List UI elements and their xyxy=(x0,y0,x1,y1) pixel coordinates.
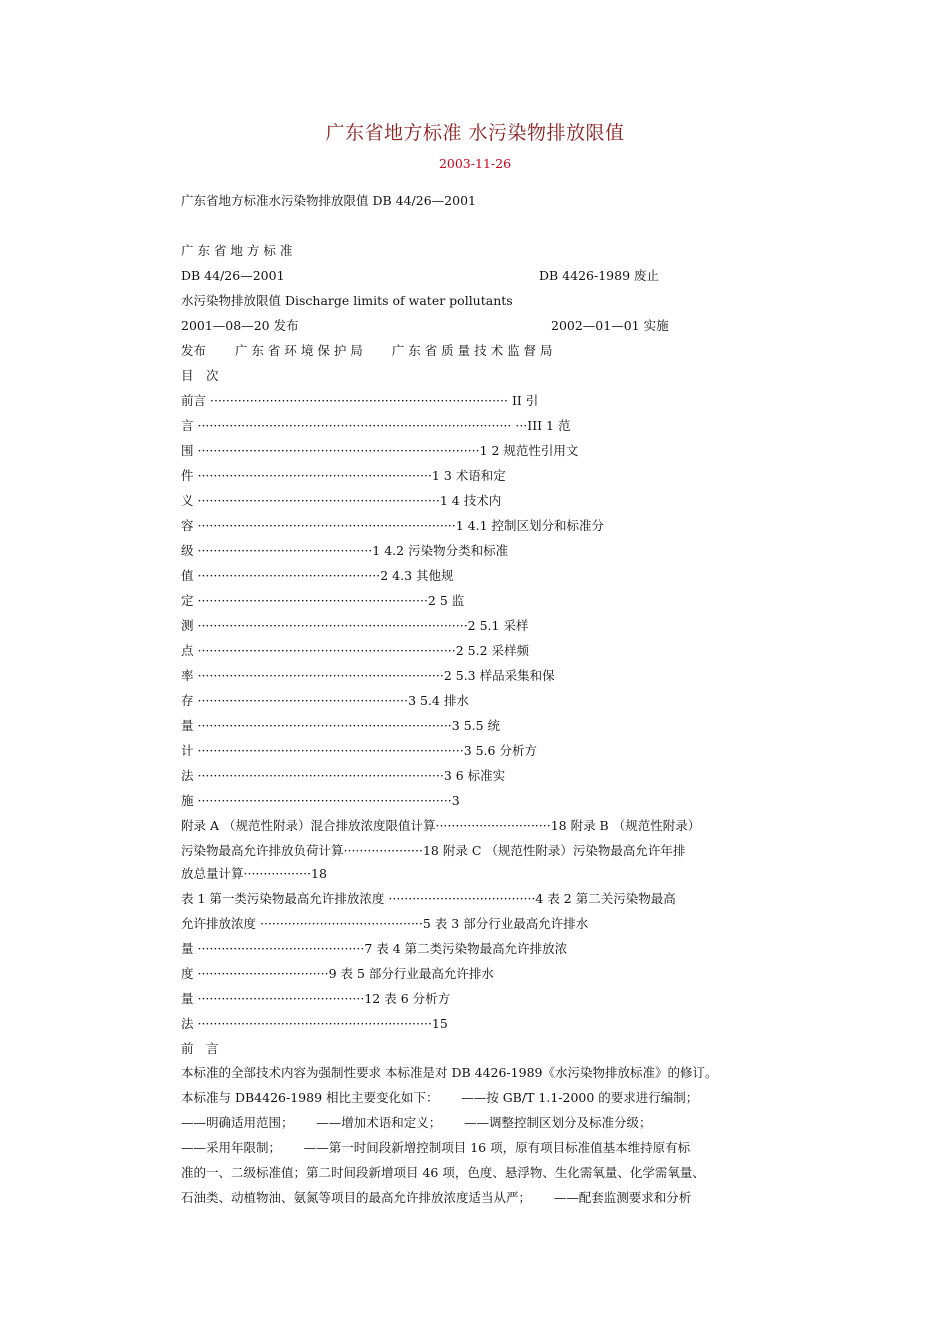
toc-line: 言 ··············································································· ···III 1 范 xyxy=(181,418,571,433)
toc-line: 前言 ··········································································· II 引 xyxy=(181,393,539,408)
issued-date: 2001—08—20 发布 xyxy=(181,318,299,333)
toc-line: 点 ·································································2 5.2 采样频 xyxy=(181,643,530,658)
toc-line: 级 ············································1 4.2 污染物分类和标准 xyxy=(181,543,509,558)
replaced-standard: DB 4426-1989 废止 xyxy=(539,268,660,283)
toc-line: 放总量计算·················18 xyxy=(181,866,327,881)
toc-line: 法 ···························································15 xyxy=(181,1016,448,1031)
toc-line: 度 ·································9 表 5 部分行业最高允许排水 xyxy=(181,966,494,981)
toc-line: 施 ································································3 xyxy=(181,793,460,808)
toc-line: 量 ································································3 5.5 统 xyxy=(181,718,501,733)
toc-line: 值 ··············································2 4.3 其他规 xyxy=(181,568,454,583)
toc-line: 量 ··········································7 表 4 第二类污染物最高允许排放浓 xyxy=(181,941,568,956)
document-date: 2003-11-26 xyxy=(438,156,512,171)
preface-line: ——采用年限制； ——第一时间段新增控制项目 16 项，原有项目标准值基本维持原有标 xyxy=(181,1140,691,1155)
toc-line: 存 ·····················································3 5.4 排水 xyxy=(181,693,469,708)
toc-line: 污染物最高允许排放负荷计算····················18 附录 C （规范性附录）污染物最高允许年排 xyxy=(181,843,686,858)
standard-code-row xyxy=(181,267,781,285)
standard-org: 广 东 省 地 方 标 准 xyxy=(181,243,293,258)
preface-line: 本标准的全部技术内容为强制性要求 本标准是对 DB 4426-1989《水污染物排放标准》的修订。 xyxy=(181,1065,718,1080)
toc-line: 义 ·····························································1 4 技术内 xyxy=(181,493,502,508)
preface-line: 准的一、二级标准值；第二时间段新增项目 46 项，色度、悬浮物、生化需氧量、化学需氧量、 xyxy=(181,1165,705,1180)
preface-heading: 前 言 xyxy=(181,1041,219,1056)
toc-line: 量 ··········································12 表 6 分析方 xyxy=(181,991,451,1006)
effective-date: 2002—01—01 实施 xyxy=(551,318,669,333)
preface-line: 石油类、动植物油、氨氮等项目的最高允许排放浓度适当从严； ——配套监测要求和分析 xyxy=(181,1190,692,1205)
toc-line: 测 ····································································2 5.1 采样 xyxy=(181,618,529,633)
toc-line: 围 ·······································································1 2 规范性引用文 xyxy=(181,443,579,458)
toc-line: 定 ··························································2 5 监 xyxy=(181,593,465,608)
standard-name: 水污染物排放限值 Discharge limits of water pollutants xyxy=(181,293,513,308)
document-title: 广东省地方标准 水污染物排放限值 xyxy=(325,122,625,144)
toc-heading: 目 次 xyxy=(181,368,219,383)
document-subtitle: 广东省地方标准水污染物排放限值 DB 44/26—2001 xyxy=(181,193,476,208)
toc-line: 附录 A （规范性附录）混合排放浓度限值计算·····························18 附录 B （规范性附录） xyxy=(181,818,701,833)
toc-line: 计 ···································································3 5.6 分析方 xyxy=(181,743,537,758)
toc-line: 件 ···························································1 3 术语和定 xyxy=(181,468,506,483)
toc-line: 表 1 第一类污染物最高允许排放浓度 ·····································4 表 2 第二关污染物最高 xyxy=(181,891,676,906)
toc-line: 法 ······························································3 6 标准实 xyxy=(181,768,506,783)
publisher-row: 发布 广 东 省 环 境 保 护 局 广 东 省 质 量 技 术 监 督 局 xyxy=(181,343,553,358)
preface-line: ——明确适用范围； ——增加术语和定义； ——调整控制区划分及标准分级； xyxy=(181,1115,652,1130)
toc-line: 容 ·································································1 4.1 控制区划分和标准分 xyxy=(181,518,605,533)
toc-line: 允许排放浓度 ·········································5 表 3 部分行业最高允许排水 xyxy=(181,916,589,931)
preface-line: 本标准与 DB4426-1989 相比主要变化如下： ——按 GB/T 1.1-2000 的要求进行编制； xyxy=(181,1090,699,1105)
toc-line: 率 ······························································2 5.3 样品采集和保 xyxy=(181,668,555,683)
standard-code: DB 44/26—2001 xyxy=(181,268,285,283)
dates-row xyxy=(181,317,781,335)
